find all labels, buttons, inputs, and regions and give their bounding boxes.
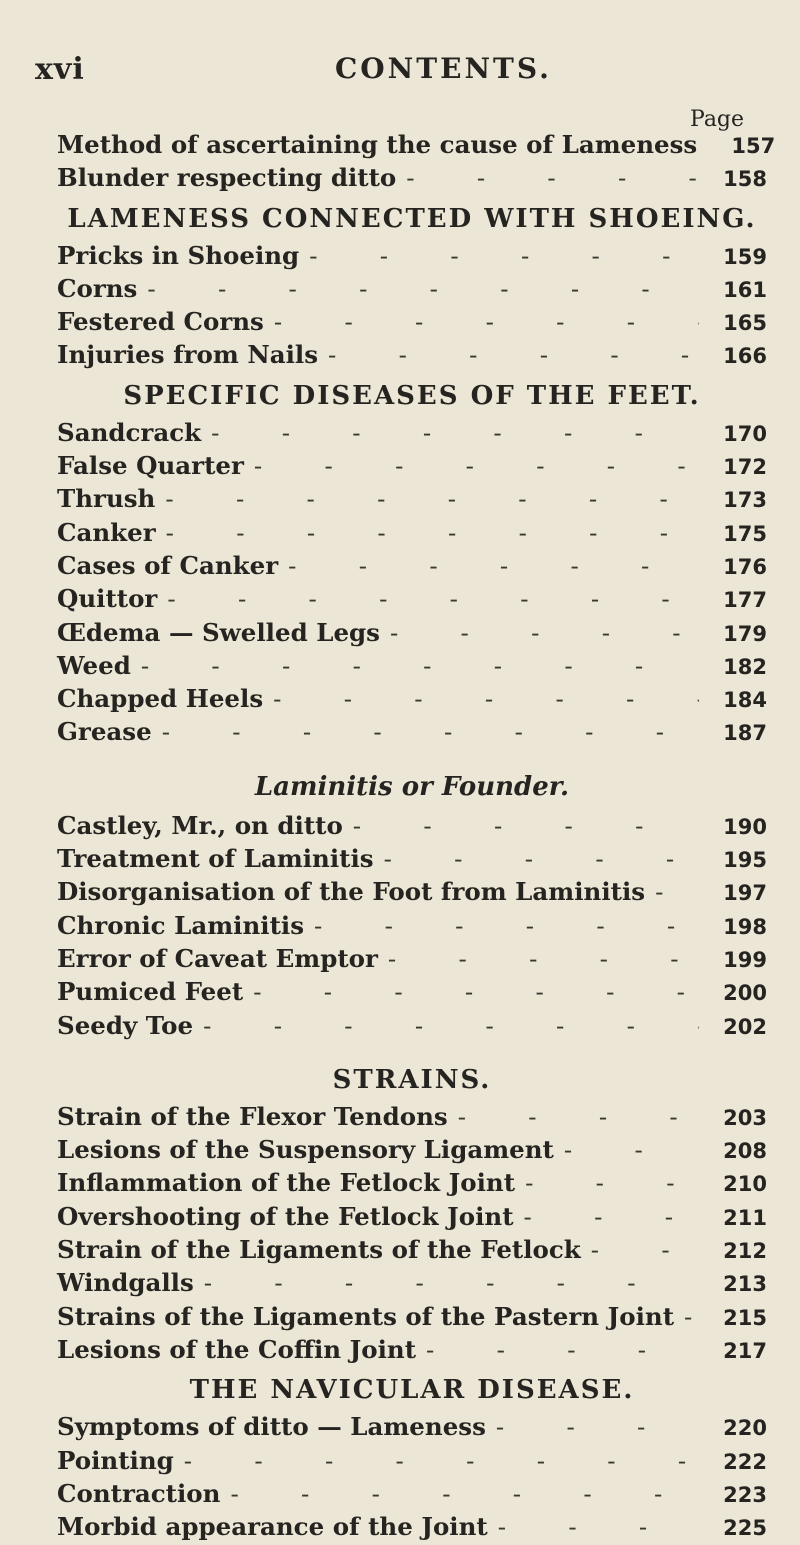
entry-title: Corns bbox=[57, 273, 138, 303]
dash-leader bbox=[684, 1302, 699, 1331]
toc-entry bbox=[57, 1268, 767, 1301]
dash-leader bbox=[564, 1135, 699, 1164]
entry-page-number: 173 bbox=[723, 488, 767, 513]
toc-entry bbox=[57, 1168, 767, 1201]
dash-leader bbox=[406, 163, 699, 192]
toc-entry bbox=[57, 484, 767, 517]
toc-entry bbox=[57, 811, 767, 844]
entry-title: Blunder respecting ditto bbox=[57, 163, 397, 193]
dash-leader bbox=[288, 551, 699, 580]
toc-entry bbox=[57, 1235, 767, 1268]
dash-leader bbox=[204, 1268, 699, 1297]
toc-entry bbox=[57, 684, 767, 717]
toc-entry bbox=[57, 1335, 767, 1368]
dash-leader bbox=[273, 684, 699, 713]
entry-page-number: 220 bbox=[723, 1416, 767, 1441]
entry-title: Sandcrack bbox=[57, 417, 202, 447]
dash-leader bbox=[230, 1479, 699, 1508]
toc-entry bbox=[57, 911, 767, 944]
toc-entry bbox=[57, 518, 767, 551]
entry-page-number: 159 bbox=[723, 244, 767, 269]
table-of-contents bbox=[57, 130, 776, 1545]
toc-entry bbox=[57, 717, 767, 750]
dash-leader bbox=[211, 418, 699, 447]
entry-title: Inflammation of the Fetlock Joint bbox=[57, 1168, 516, 1198]
toc-entry bbox=[57, 584, 767, 617]
dash-leader bbox=[141, 651, 699, 680]
dash-leader bbox=[353, 811, 699, 840]
entry-page-number: 213 bbox=[723, 1272, 767, 1297]
entry-page-number: 161 bbox=[723, 277, 767, 302]
toc-entry bbox=[57, 651, 767, 684]
dash-leader bbox=[166, 518, 699, 547]
entry-page-number: 175 bbox=[723, 521, 767, 546]
page-column-label: Page bbox=[690, 107, 745, 132]
entry-page-number: 177 bbox=[723, 588, 767, 613]
entry-title: Canker bbox=[57, 517, 156, 547]
entry-title: Chapped Heels bbox=[57, 684, 264, 714]
dash-leader bbox=[167, 584, 699, 613]
entry-title: Symptoms of ditto — Lameness bbox=[57, 1412, 486, 1442]
toc-entry bbox=[57, 551, 767, 584]
entry-title: Error of Caveat Emptor bbox=[57, 943, 378, 973]
toc-entry bbox=[57, 844, 767, 877]
toc-entry bbox=[57, 618, 767, 651]
entry-page-number: 203 bbox=[723, 1105, 767, 1130]
toc-entry bbox=[57, 1135, 767, 1168]
toc-entry bbox=[57, 1479, 767, 1512]
entry-title: Disorganisation of the Foot from Laminitis bbox=[57, 877, 646, 907]
toc-entry bbox=[57, 944, 767, 977]
dash-leader bbox=[498, 1512, 699, 1541]
entry-page-number: 182 bbox=[723, 654, 767, 679]
section-heading: STRAINS. bbox=[332, 1064, 492, 1095]
toc-entry bbox=[57, 340, 767, 373]
entry-page-number: 190 bbox=[723, 814, 767, 839]
toc-section bbox=[57, 374, 767, 751]
toc-entry bbox=[57, 274, 767, 307]
entry-page-number: 157 bbox=[731, 134, 776, 158]
entry-title: Pointing bbox=[57, 1445, 174, 1475]
toc-entry bbox=[57, 130, 776, 163]
entry-page-number: 210 bbox=[723, 1172, 767, 1197]
entry-page-number: 184 bbox=[723, 688, 767, 713]
entry-title: Lesions of the Suspensory Ligament bbox=[57, 1135, 554, 1165]
entry-title: Œdema — Swelled Legs bbox=[57, 617, 380, 647]
entry-title: Weed bbox=[57, 650, 131, 680]
toc-entry bbox=[57, 877, 767, 910]
entry-title: Festered Corns bbox=[57, 307, 264, 337]
entry-page-number: 217 bbox=[723, 1338, 767, 1363]
entry-title: Quittor bbox=[57, 584, 158, 614]
toc-entry bbox=[57, 451, 767, 484]
dash-leader bbox=[655, 877, 699, 906]
dash-leader bbox=[384, 844, 699, 873]
entry-title: Overshooting of the Fetlock Joint bbox=[57, 1201, 514, 1231]
entry-title: Pricks in Shoeing bbox=[57, 240, 300, 270]
toc-entry bbox=[57, 1512, 767, 1545]
dash-leader bbox=[458, 1102, 699, 1131]
dash-leader bbox=[426, 1335, 699, 1364]
entry-title: Pumiced Feet bbox=[57, 977, 244, 1007]
toc-entry bbox=[57, 307, 767, 340]
toc-sections bbox=[57, 197, 767, 1545]
toc-entry bbox=[57, 1011, 767, 1044]
entry-title: Windgalls bbox=[57, 1268, 194, 1298]
entry-page-number: 158 bbox=[723, 167, 767, 192]
toc-entry bbox=[57, 241, 767, 274]
section-subheading: Laminitis or Founder. bbox=[254, 771, 570, 802]
entry-page-number: 223 bbox=[723, 1482, 767, 1507]
entry-title: Morbid appearance of the Joint bbox=[57, 1512, 488, 1542]
dash-leader bbox=[496, 1412, 699, 1441]
entry-page-number: 165 bbox=[723, 311, 767, 336]
toc-entry bbox=[57, 1446, 767, 1479]
running-title: CONTENTS. bbox=[335, 52, 552, 85]
toc-entry bbox=[57, 977, 767, 1010]
entry-title: Lesions of the Coffin Joint bbox=[57, 1334, 417, 1364]
dash-leader bbox=[253, 977, 699, 1006]
entry-page-number: 166 bbox=[723, 344, 767, 369]
entry-title: Strain of the Flexor Tendons bbox=[57, 1101, 448, 1131]
entry-page-number: 198 bbox=[723, 914, 767, 939]
entry-title: False Quarter bbox=[57, 451, 244, 481]
entry-title: Chronic Laminitis bbox=[57, 910, 304, 940]
entry-page-number: 212 bbox=[723, 1239, 767, 1264]
entry-page-number: 222 bbox=[723, 1449, 767, 1474]
entry-page-number: 199 bbox=[723, 947, 767, 972]
entry-page-number: 195 bbox=[723, 848, 767, 873]
section-heading: SPECIFIC DISEASES OF THE FEET. bbox=[123, 380, 701, 411]
entry-title: Contraction bbox=[57, 1478, 221, 1508]
entry-title: Grease bbox=[57, 717, 152, 747]
entry-page-number: 202 bbox=[723, 1014, 767, 1039]
toc-entry bbox=[57, 1202, 767, 1235]
entry-page-number: 179 bbox=[723, 621, 767, 646]
section-heading: LAMENESS CONNECTED WITH SHOEING. bbox=[67, 203, 757, 234]
dash-leader bbox=[165, 484, 699, 513]
dash-leader bbox=[147, 274, 699, 303]
running-header bbox=[35, 52, 760, 92]
dash-leader bbox=[390, 618, 699, 647]
toc-entry bbox=[57, 163, 767, 196]
intro-entries bbox=[57, 130, 776, 197]
entry-title: Treatment of Laminitis bbox=[57, 844, 374, 874]
entry-page-number: 187 bbox=[723, 721, 767, 746]
entry-page-number: 208 bbox=[723, 1139, 767, 1164]
entry-title: Strain of the Ligaments of the Fetlock bbox=[57, 1235, 581, 1265]
dash-leader bbox=[314, 911, 699, 940]
entry-page-number: 176 bbox=[723, 554, 767, 579]
entry-page-number: 200 bbox=[723, 981, 767, 1006]
entry-page-number: 215 bbox=[723, 1305, 767, 1330]
dash-leader bbox=[274, 307, 699, 336]
entry-page-number: 170 bbox=[723, 421, 767, 446]
entry-title: Cases of Canker bbox=[57, 550, 279, 580]
entry-page-number: 211 bbox=[723, 1205, 767, 1230]
entry-title: Method of ascertaining the cause of Lameness bbox=[57, 130, 698, 159]
entry-title: Thrush bbox=[57, 484, 156, 514]
dash-leader bbox=[309, 241, 699, 270]
entry-title: Injuries from Nails bbox=[57, 340, 318, 370]
dash-leader bbox=[203, 1011, 699, 1040]
dash-leader bbox=[591, 1235, 699, 1264]
entry-title: Castley, Mr., on ditto bbox=[57, 810, 343, 840]
dash-leader bbox=[524, 1202, 699, 1231]
entry-page-number: 172 bbox=[723, 455, 767, 480]
toc-section bbox=[57, 751, 767, 1058]
toc-section bbox=[57, 197, 767, 374]
toc-entry bbox=[57, 1412, 767, 1445]
dash-leader bbox=[162, 717, 699, 746]
page-folio: xvi bbox=[35, 52, 85, 87]
dash-leader bbox=[328, 340, 699, 369]
toc-entry bbox=[57, 1102, 767, 1135]
toc-entry bbox=[57, 418, 767, 451]
toc-section bbox=[57, 1058, 767, 1368]
entry-page-number: 225 bbox=[723, 1516, 767, 1541]
dash-leader bbox=[184, 1446, 699, 1475]
dash-leader bbox=[254, 451, 699, 480]
entry-page-number: 197 bbox=[723, 881, 767, 906]
dash-leader bbox=[525, 1168, 699, 1197]
dash-leader bbox=[388, 944, 699, 973]
section-heading: THE NAVICULAR DISEASE. bbox=[189, 1375, 635, 1406]
entry-title: Strains of the Ligaments of the Pastern Joint bbox=[57, 1301, 675, 1331]
entry-title: Seedy Toe bbox=[57, 1010, 194, 1040]
toc-entry bbox=[57, 1302, 767, 1335]
toc-section bbox=[57, 1368, 767, 1545]
